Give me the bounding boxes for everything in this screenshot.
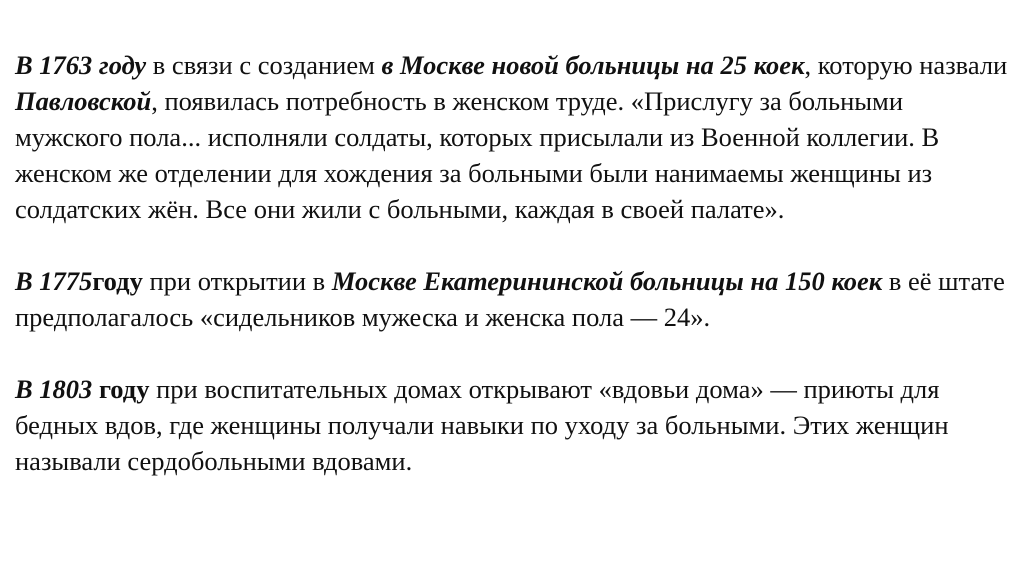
text-run: в связи с созданием (146, 50, 382, 80)
year-word: году (92, 266, 143, 296)
text-run: при воспитательных домах открывают «вдовьи дома» — приюты для бедных вдов, где женщины получали навыки по уходу за больными. Этих женщин называли сердобольными вдовами. (15, 374, 949, 476)
paragraph-spacer (15, 335, 1015, 371)
paragraph-spacer (15, 227, 1015, 263)
year-word: году (98, 374, 150, 404)
text-run: при открытии в (142, 266, 332, 296)
slide-body (15, 47, 1015, 479)
year-1775: В 1775 (15, 266, 93, 296)
year-1763: В 1763 году (15, 50, 147, 80)
text-run: в её штате предполагалось «сидельников мужеска и женска пола — 24». (15, 266, 1005, 332)
hospital-name-pavlovskaya: Павловской (15, 86, 152, 116)
paragraph-pavlovsk-hospital (15, 47, 1015, 227)
text-run (92, 374, 99, 404)
text-run: , появилась потребность в женском труде. «Прислугу за больными мужского пола... исполняли солдаты, которых присылали из Военной коллегии. В женском же отделении для хождения за больными были нанимаемы женщины из солдатских жён. Все они жили с больными, каждая в своей палате». (15, 86, 940, 224)
hospital-moscow-new: в Москве новой больницы на 25 коек (381, 50, 805, 80)
text-run: , которую назвали (804, 50, 1008, 80)
year-1803: В 1803 (15, 374, 93, 404)
hospital-moscow-catherine: Москве Екатерининской больницы на 150 коек (331, 266, 883, 296)
paragraph-catherine-hospital (15, 263, 1015, 335)
paragraph-widows-houses (15, 371, 1015, 479)
